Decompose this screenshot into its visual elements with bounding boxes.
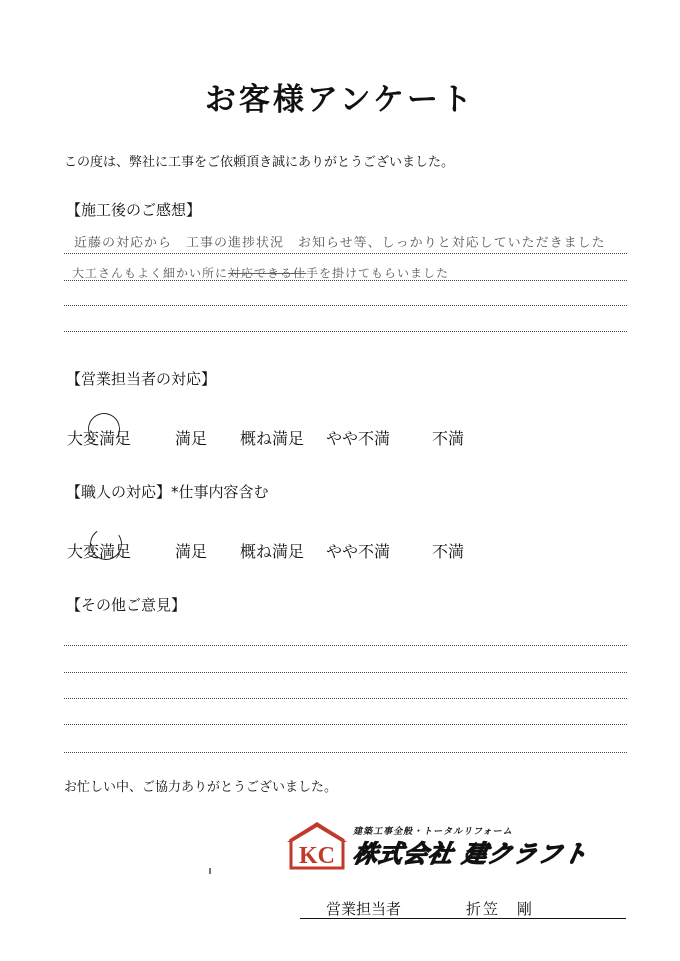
scan-mark <box>209 868 211 874</box>
rep-name: 折笠 剛 <box>466 900 535 918</box>
answer-line <box>64 724 627 725</box>
house-logo-icon <box>287 820 347 870</box>
craftsman-option-dissatisfied: 不満 <box>432 542 465 561</box>
craftsman-option-very-satisfied: 大変満足 <box>67 542 132 561</box>
answer-line <box>64 672 627 673</box>
sales-option-very-satisfied: 大変満足 <box>67 429 132 448</box>
answer-line <box>64 645 627 646</box>
section-heading-other: 【その他ご意見】 <box>66 596 187 614</box>
sales-option-satisfied: 満足 <box>175 429 208 448</box>
answer-line <box>64 305 627 306</box>
closing-text: お忙しい中、ご協力ありがとうございました。 <box>64 780 338 795</box>
logo-initials: KC <box>299 843 335 869</box>
company-logo <box>287 820 347 870</box>
handwritten-line-2-part-b: 手を掛けてもらいました <box>306 266 450 280</box>
intro-text: この度は、弊社に工事をご依頼頂き誠にありがとうございました。 <box>64 155 455 170</box>
sales-option-somewhat-dissatisfied: やや不満 <box>326 429 391 448</box>
page-title: お客様アンケート <box>204 82 476 118</box>
signature-underline <box>300 918 626 919</box>
rep-label: 営業担当者 <box>326 900 402 918</box>
answer-line <box>64 280 627 281</box>
company-name: 株式会社 建クラフト <box>351 840 591 868</box>
handwritten-line-1: 近藤の対応から 工事の進捗状況 お知らせ等、しっかりと対応していただきました <box>74 236 606 251</box>
handwritten-strikethrough: 対応できる仕 <box>228 266 307 280</box>
company-tagline: 建築工事全般・トータルリフォーム <box>352 827 515 837</box>
answer-line <box>64 698 627 699</box>
sales-option-dissatisfied: 不満 <box>432 429 465 448</box>
section-heading-impression: 【施工後のご感想】 <box>66 201 202 219</box>
section-heading-craftsman: 【職人の対応】*仕事内容含む <box>66 483 269 501</box>
answer-line <box>64 253 627 254</box>
handwritten-line-2-part-a: 大工さんもよく細かい所に <box>72 266 229 280</box>
answer-line <box>64 752 627 753</box>
craftsman-option-mostly-satisfied: 概ね満足 <box>240 542 305 561</box>
craftsman-option-somewhat-dissatisfied: やや不満 <box>326 542 391 561</box>
answer-line <box>64 331 627 332</box>
sales-option-mostly-satisfied: 概ね満足 <box>240 429 305 448</box>
craftsman-option-satisfied: 満足 <box>175 542 208 561</box>
section-heading-sales: 【営業担当者の対応】 <box>66 370 217 388</box>
handwritten-line-2 <box>72 264 449 280</box>
